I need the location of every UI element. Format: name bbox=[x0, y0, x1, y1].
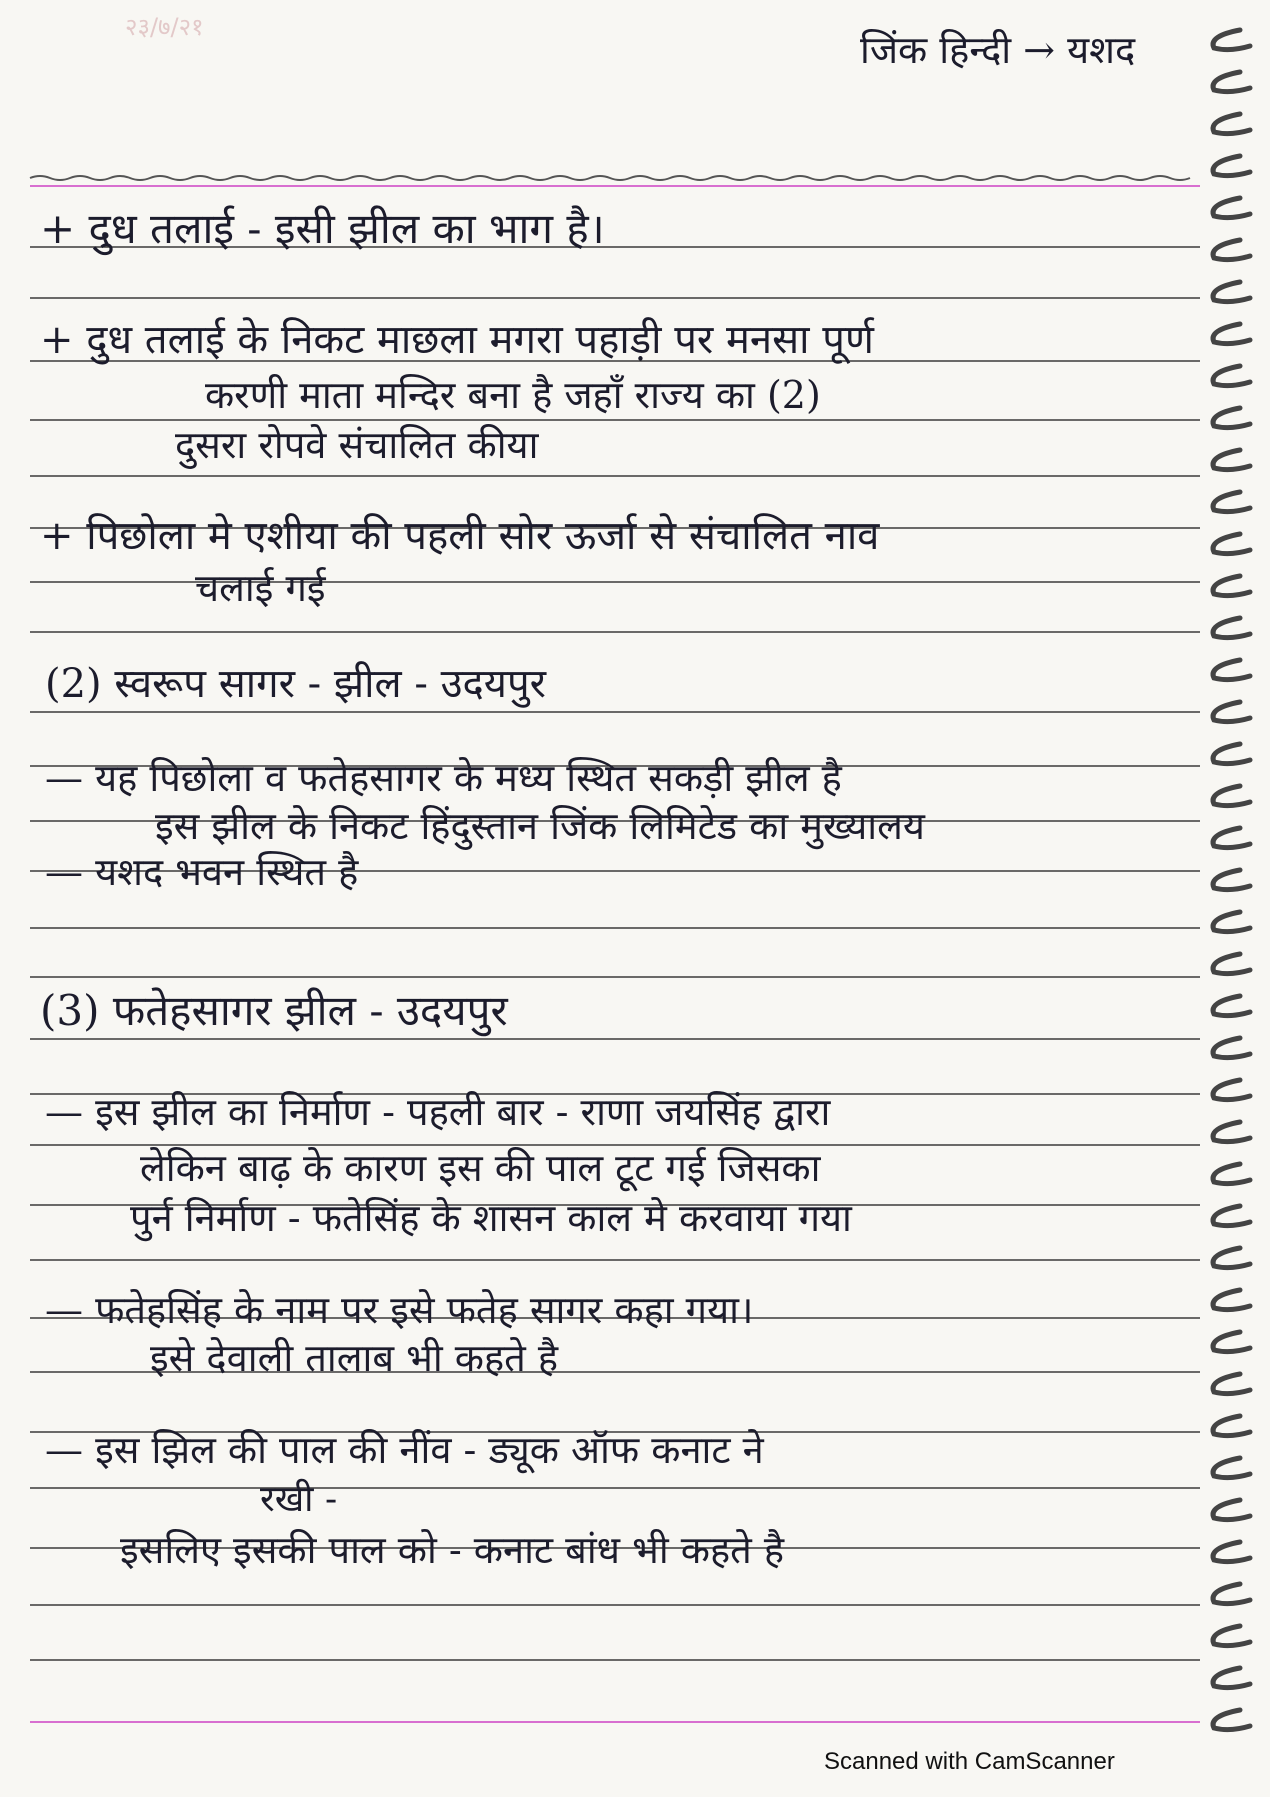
spiral-ring bbox=[1213, 996, 1250, 1016]
scanner-watermark: Scanned with CamScanner bbox=[824, 1748, 1115, 1775]
spiral-ring bbox=[1213, 282, 1250, 302]
spiral-ring bbox=[1213, 1374, 1250, 1394]
spiral-ring bbox=[1213, 156, 1250, 176]
spiral-binding bbox=[1200, 10, 1260, 1750]
spiral-ring bbox=[1213, 534, 1250, 554]
note-line-10: — यशद भवन स्थित है bbox=[45, 850, 359, 894]
spiral-ring bbox=[1213, 1416, 1250, 1436]
spiral-ring bbox=[1213, 1332, 1250, 1352]
page-heading: जिंक हिन्दी → यशद bbox=[860, 28, 1136, 72]
spiral-ring bbox=[1213, 492, 1250, 512]
note-line-1: + दुध तलाई - इसी झील का भाग है। bbox=[40, 204, 605, 253]
spiral-ring bbox=[1213, 1164, 1250, 1184]
spiral-ring bbox=[1213, 1710, 1250, 1730]
spiral-ring bbox=[1213, 828, 1250, 848]
note-line-19: इसलिए इसकी पाल को - कनाट बांध भी कहते है bbox=[120, 1528, 785, 1572]
spiral-ring bbox=[1213, 198, 1250, 218]
spiral-ring bbox=[1213, 1584, 1250, 1604]
spiral-ring bbox=[1213, 1542, 1250, 1562]
spiral-ring bbox=[1213, 366, 1250, 386]
spiral-ring bbox=[1213, 1668, 1250, 1688]
spiral-ring bbox=[1213, 912, 1250, 932]
section-heading-3: (3) फतेहसागर झील - उदयपुर bbox=[40, 986, 508, 1035]
spiral-ring bbox=[1213, 324, 1250, 344]
spiral-ring bbox=[1213, 1500, 1250, 1520]
spiral-ring bbox=[1213, 1080, 1250, 1100]
spiral-ring bbox=[1213, 618, 1250, 638]
note-line-5: + पिछोला मे एशीया की पहली सोर ऊर्जा से संचालित नाव bbox=[40, 513, 880, 559]
note-line-15: — फतेहसिंह के नाम पर इसे फतेह सागर कहा गया। bbox=[45, 1288, 754, 1332]
spiral-ring bbox=[1213, 744, 1250, 764]
spiral-ring bbox=[1213, 1626, 1250, 1646]
spiral-ring bbox=[1213, 30, 1250, 50]
spiral-ring bbox=[1213, 72, 1250, 92]
note-line-12: — इस झील का निर्माण - पहली बार - राणा जयसिंह द्वारा bbox=[45, 1090, 831, 1134]
spiral-ring bbox=[1213, 1248, 1250, 1268]
note-line-16: इसे देवाली तालाब भी कहते है bbox=[150, 1336, 559, 1380]
spiral-ring bbox=[1213, 702, 1250, 722]
spiral-ring bbox=[1213, 114, 1250, 134]
note-line-4: दुसरा रोपवे संचालित कीया bbox=[175, 423, 539, 467]
spiral-ring bbox=[1213, 408, 1250, 428]
spiral-ring bbox=[1213, 1206, 1250, 1226]
spiral-ring bbox=[1213, 1458, 1250, 1478]
spiral-ring bbox=[1213, 240, 1250, 260]
top-margin-line bbox=[30, 176, 1190, 180]
spiral-ring bbox=[1213, 786, 1250, 806]
spiral-ring bbox=[1213, 576, 1250, 596]
spiral-ring bbox=[1213, 450, 1250, 470]
note-line-9: इस झील के निकट हिंदुस्तान जिंक लिमिटेड का मुख्यालय bbox=[155, 804, 925, 848]
note-line-8: — यह पिछोला व फतेहसागर के मध्य स्थित सकड़ी झील है bbox=[45, 756, 842, 800]
note-line-17: — इस झिल की पाल की नींव - ड्यूक ऑफ कनाट ने bbox=[45, 1428, 764, 1472]
spiral-ring bbox=[1213, 660, 1250, 680]
note-line-6: चलाई गई bbox=[195, 566, 326, 610]
section-heading-2: (2) स्वरूप सागर - झील - उदयपुर bbox=[45, 661, 547, 707]
spiral-ring bbox=[1213, 954, 1250, 974]
note-line-18: रखी - bbox=[260, 1479, 338, 1520]
spiral-ring bbox=[1213, 870, 1250, 890]
spiral-ring bbox=[1213, 1122, 1250, 1142]
spiral-ring bbox=[1213, 1038, 1250, 1058]
note-line-13: लेकिन बाढ़ के कारण इस की पाल टूट गई जिसका bbox=[140, 1146, 821, 1190]
spiral-ring bbox=[1213, 1290, 1250, 1310]
corner-date-mark: २३/७/२१ bbox=[125, 13, 204, 41]
note-line-14: पुर्न निर्माण - फतेसिंह के शासन काल मे करवाया गया bbox=[130, 1196, 852, 1240]
note-line-2: + दुध तलाई के निकट माछला मगरा पहाड़ी पर मनसा पूर्ण bbox=[40, 317, 874, 363]
note-line-3: करणी माता मन्दिर बना है जहाँ राज्य का (2) bbox=[205, 373, 821, 417]
